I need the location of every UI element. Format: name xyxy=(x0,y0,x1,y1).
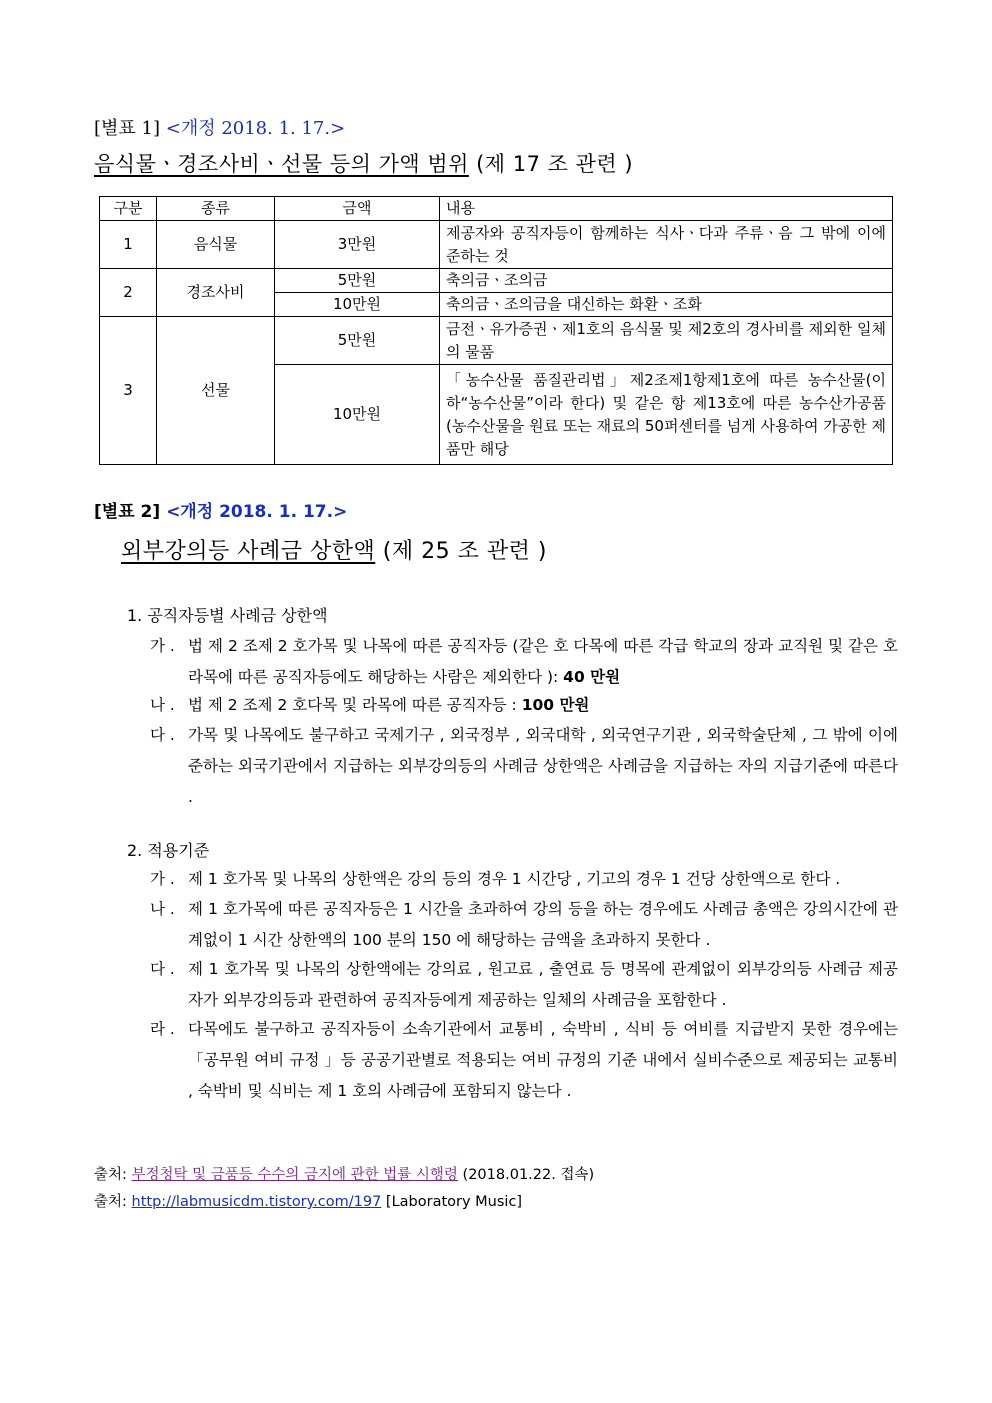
item-marker: 다 . xyxy=(150,726,175,744)
item-text: 가목 및 나목에도 불구하고 국제기구 , 외국정부 , 외국대학 , 외국연구기관 , 외국학술단체 , 그 밖에 이에 준하는 외국기관에서 지급하는 외부강의등의 사례금 상한액은 사례금을 지급하는 자의 지급기준에 따른다 . xyxy=(188,726,898,806)
row-description: 축의금ㆍ조의금 xyxy=(440,269,893,293)
source-link-blog[interactable]: http://labmusicdm.tistory.com/197 xyxy=(131,1194,382,1210)
table1-title-text: 음식물ㆍ경조사비ㆍ선물 등의 가액 범위 xyxy=(94,152,469,176)
row-amount: 5만원 xyxy=(275,317,440,365)
section2-item-da xyxy=(150,954,898,1016)
source-prefix: 출처: xyxy=(94,1194,132,1210)
row-number: 2 xyxy=(100,269,157,317)
table-row xyxy=(100,221,893,269)
table1-revision: <개정 2018. 1. 17.> xyxy=(165,118,346,139)
header-cell: 구분 xyxy=(100,197,157,221)
item-marker: 가 . xyxy=(150,637,175,655)
table1-label: [별표 1] xyxy=(94,118,160,139)
section2-item-na xyxy=(150,894,898,956)
source-suffix: [Laboratory Music] xyxy=(381,1194,523,1210)
item-marker: 나 . xyxy=(150,696,175,714)
table2-title xyxy=(121,534,547,565)
item-marker: 나 . xyxy=(150,900,175,918)
header-cell: 종류 xyxy=(157,197,275,221)
row-description: 금전ㆍ유가증권ㆍ제1호의 음식물 및 제2호의 경사비를 제외한 일체의 물품 xyxy=(440,317,893,365)
item-text: 제 1 호가목에 따른 공직자등은 1 시간을 초과하여 강의 등을 하는 경우에도 사례금 총액은 강의시간에 관계없이 1 시간 상한액의 100 분의 150 에 해당하는 금액을 초과하지 못한다 . xyxy=(188,900,898,949)
table2-header xyxy=(94,497,347,522)
table-header-row xyxy=(100,197,893,221)
value-limit-table xyxy=(99,196,893,465)
table-row xyxy=(100,317,893,365)
row-amount: 3만원 xyxy=(275,221,440,269)
source-line xyxy=(94,1163,594,1184)
source-prefix: 출처: xyxy=(94,1167,132,1183)
section2-item-ga xyxy=(150,864,898,895)
table-row xyxy=(100,269,893,293)
item-text: 제 1 호가목 및 나목의 상한액은 강의 등의 경우 1 시간당 , 기고의 경우 1 건당 상한액으로 한다 . xyxy=(188,870,841,888)
header-cell: 금액 xyxy=(275,197,440,221)
row-amount: 5만원 xyxy=(275,269,440,293)
table1-title-ref: (제 17 조 관련 ) xyxy=(468,152,634,176)
item-marker: 라 . xyxy=(150,1020,175,1038)
section1-heading: 1. 공직자등별 사례금 상한액 xyxy=(127,606,328,625)
table2-title-text: 외부강의등 사례금 상한액 xyxy=(121,539,376,564)
table1-title xyxy=(94,148,633,178)
row-number: 1 xyxy=(100,221,157,269)
section1-item-ga xyxy=(150,631,898,693)
source-line xyxy=(94,1190,522,1211)
item-body: 법 제 2 조제 2 호가목 및 나목에 따른 공직자등 (같은 호 다목에 따른 각급 학교의 장과 교직원 및 같은 호 라목에 따른 공직자등에도 해당하는 사람은 제외한다 ): xyxy=(188,637,898,686)
item-amount: 40 만원 xyxy=(563,668,621,686)
section1-item-na xyxy=(150,690,898,721)
item-text: 다목에도 불구하고 공직자등이 소속기관에서 교통비 , 숙박비 , 식비 등 여비를 지급받지 못한 경우에는「공무원 여비 규정 」등 공공기관별로 적용되는 여비 규정의 기준 내에서 실비수준으로 제공되는 교통비 , 숙박비 및 식비는 제 1 호의 사례금에 포함되지 않는다 . xyxy=(188,1020,898,1100)
item-body: 법 제 2 조제 2 호다목 및 라목에 따른 공직자등 : xyxy=(188,696,522,714)
table2-revision: <개정 2018. 1. 17.> xyxy=(166,502,348,522)
item-marker: 다 . xyxy=(150,960,175,978)
table2-title-ref: (제 25 조 관련 ) xyxy=(375,539,547,564)
item-amount: 100 만원 xyxy=(521,696,590,714)
section2-heading: 2. 적용기준 xyxy=(127,841,210,860)
section2-item-ra xyxy=(150,1014,898,1107)
row-number: 3 xyxy=(100,317,157,465)
source-suffix: (2018.01.22. 접속) xyxy=(457,1167,595,1183)
row-description: 「농수산물 품질관리법」제2조제1항제1호에 따른 농수산물(이하“농수산물”이라 한다) 및 같은 항 제13호에 따른 농수산가공품(농수산물을 원료 또는 재료의 50퍼센터를 넘게 사용하여 가공한 제품만 해당 xyxy=(440,365,893,465)
header-cell: 내용 xyxy=(440,197,893,221)
table1-header xyxy=(94,114,345,140)
row-kind: 선물 xyxy=(157,317,275,465)
table2-label: [별표 2] xyxy=(94,502,161,522)
section1-item-da xyxy=(150,720,898,813)
row-amount: 10만원 xyxy=(275,365,440,465)
source-link-law[interactable]: 부정청탁 및 금품등 수수의 금지에 관한 법률 시행령 xyxy=(131,1167,458,1183)
item-marker: 가 . xyxy=(150,870,175,888)
item-text xyxy=(188,631,898,693)
row-kind: 경조사비 xyxy=(157,269,275,317)
row-description: 제공자와 공직자등이 함께하는 식사ㆍ다과 주류ㆍ음 그 밖에 이에 준하는 것 xyxy=(440,221,893,269)
row-kind: 음식물 xyxy=(157,221,275,269)
row-amount: 10만원 xyxy=(275,293,440,317)
item-text xyxy=(188,690,898,721)
item-text: 제 1 호가목 및 나목의 상한액에는 강의료 , 원고료 , 출연료 등 명목에 관계없이 외부강의등 사례금 제공자가 외부강의등과 관련하여 공직자등에게 제공하는 일체의 사례금을 포함한다 . xyxy=(188,960,898,1009)
row-description: 축의금ㆍ조의금을 대신하는 화환ㆍ조화 xyxy=(440,293,893,317)
